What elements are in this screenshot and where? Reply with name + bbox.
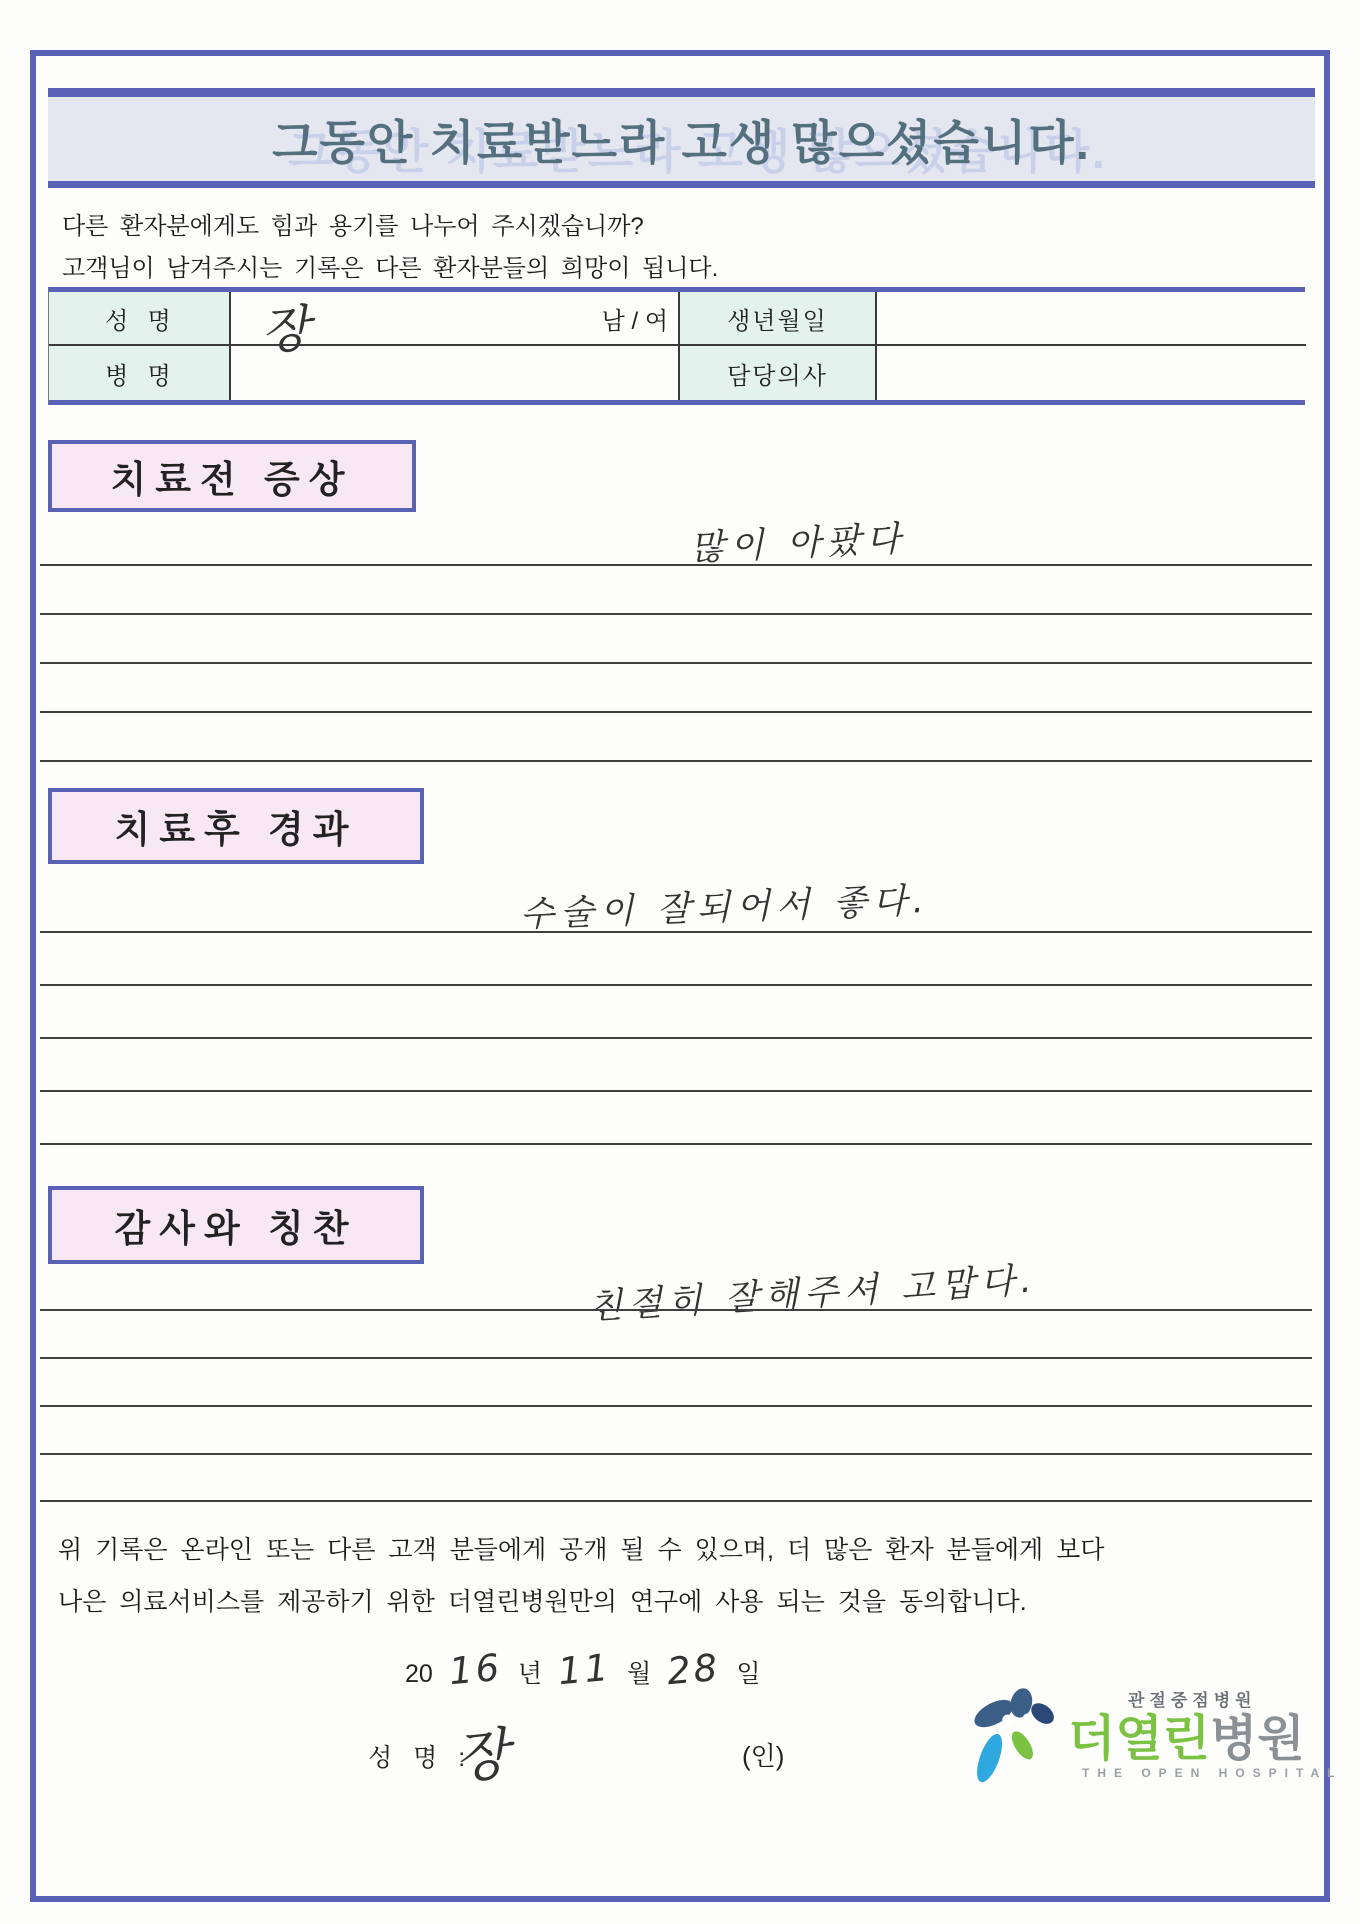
intro-line-2: 고객님이 남겨주시는 기록은 다른 환자분들의 희망이 됩니다. — [62, 255, 719, 282]
ruled-line — [40, 760, 1312, 762]
logo-name-gray: 병원 — [1210, 1712, 1305, 1766]
after-treatment-entry: 수술이 잘되어서 좋다. — [519, 880, 931, 936]
intro-text — [62, 206, 718, 290]
ruled-line — [40, 1309, 1312, 1311]
date-line — [405, 1645, 761, 1694]
month-handwriting: 11 — [556, 1645, 613, 1694]
ruled-line — [40, 662, 1312, 664]
ruled-line — [40, 1453, 1312, 1455]
section-header-before-treatment: 치료전 증상 — [48, 440, 416, 512]
ruled-line — [40, 711, 1312, 713]
signature-handwriting: 장 — [451, 1721, 512, 1792]
disease-label-cell: 병 명 — [49, 346, 231, 400]
hospital-logo-name — [1068, 1700, 1305, 1770]
consent-line-1: 위 기록은 온라인 또는 다른 고객 분들에게 공개 될 수 있으며, 더 많은 환자 분들에게 보다 — [58, 1536, 1105, 1564]
ruled-line — [40, 564, 1312, 566]
gender-label: 남 / 여 — [601, 307, 668, 335]
consent-line-2: 나은 의료서비스를 제공하기 위한 더열린병원만의 연구에 사용 되는 것을 동의합니다. — [58, 1588, 1027, 1616]
logo-tagline-top: 관절중점병원 — [1128, 1691, 1257, 1710]
date-prefix: 20 — [405, 1660, 433, 1688]
birthdate-label-cell: 생년월일 — [680, 292, 877, 346]
hospital-logo-mark — [962, 1686, 1068, 1797]
doctor-value-cell — [877, 346, 1306, 400]
year-label: 년 — [517, 1660, 543, 1688]
ruled-line — [40, 1500, 1312, 1502]
name-label-cell: 성 명 — [49, 292, 231, 346]
ruled-line — [40, 984, 1312, 986]
intro-line-1: 다른 환자분에게도 힘과 용기를 나누어 주시겠습니까? — [62, 213, 644, 240]
name-value-cell — [231, 292, 680, 361]
thanks-entry: 친절히 잘해주셔 고맙다. — [587, 1260, 1039, 1328]
seal-label: (인) — [742, 1741, 785, 1771]
consent-text — [58, 1524, 1318, 1628]
jumping-person-icon — [962, 1686, 1068, 1792]
ruled-line — [40, 1405, 1312, 1407]
title-banner — [48, 88, 1315, 188]
day-handwriting: 28 — [665, 1645, 723, 1694]
section-header-thanks: 감사와 칭찬 — [48, 1186, 424, 1264]
ruled-line — [40, 1143, 1312, 1145]
ruled-line — [40, 1090, 1312, 1092]
logo-tagline-bottom: THE OPEN HOSPITAL — [1082, 1766, 1343, 1780]
ruled-line — [40, 613, 1312, 615]
patient-info-table — [48, 287, 1305, 405]
ruled-line — [40, 1037, 1312, 1039]
day-label: 일 — [736, 1660, 761, 1688]
name-handwriting: 장 — [259, 299, 312, 361]
month-label: 월 — [627, 1660, 652, 1688]
section-header-after-treatment: 치료후 경과 — [48, 788, 424, 864]
page-title: 그동안 치료받느라 고생 많으셨습니다. — [272, 115, 1091, 169]
signature-name-label: 성 명 : — [368, 1744, 473, 1772]
before-treatment-entry: 많이 아팠다 — [689, 519, 908, 569]
birthdate-value-cell — [877, 292, 1306, 346]
logo-name-green: 더열린 — [1068, 1712, 1211, 1766]
doctor-label-cell: 담당의사 — [680, 346, 877, 400]
ruled-line — [40, 1357, 1312, 1359]
ruled-line — [40, 931, 1312, 933]
year-handwriting: 16 — [447, 1645, 504, 1694]
